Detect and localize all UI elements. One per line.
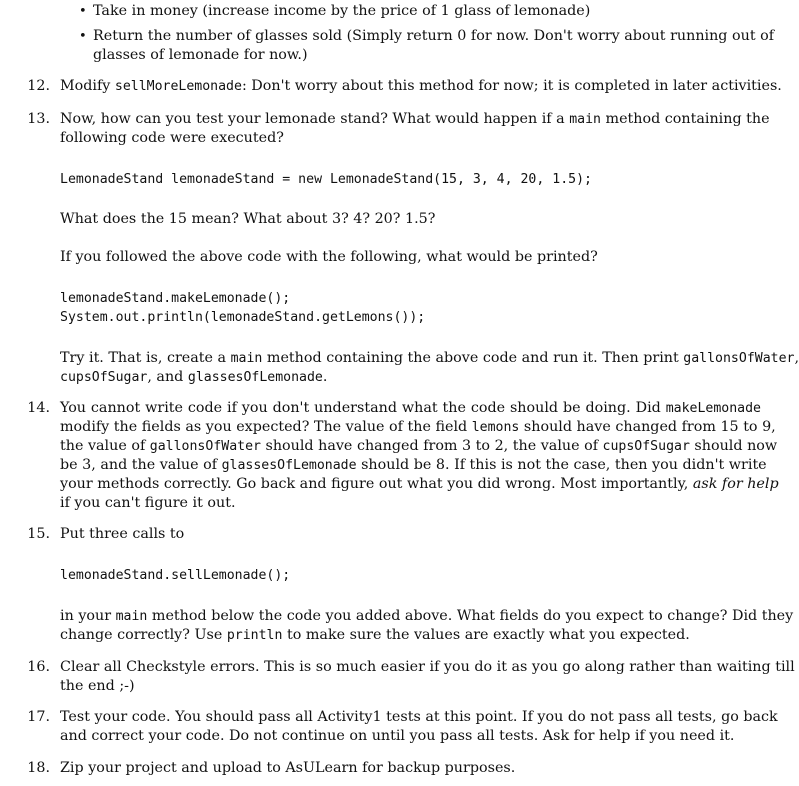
bullet-text: Take in money (increase income by the price of 1 glass of lemonade): [93, 3, 591, 19]
item-number: 15.: [27, 526, 50, 542]
item-text: Clear all Checkstyle errors. This is so much easier if you do it as you go along rather than waiting till: [60, 659, 795, 675]
item-number: 14.: [27, 400, 50, 416]
code-line: System.out.println(lemonadeStand.getLemons());: [60, 310, 426, 325]
item-text: in your main method below the code you added above. What fields do you expect to change? Did they: [60, 608, 794, 624]
item-text: the end ;-): [60, 678, 135, 694]
item-text: the value of gallonsOfWater should have changed from 3 to 2, the value of cupsOfSugar should now: [60, 438, 778, 454]
item-number: 18.: [27, 760, 50, 776]
item-text: if you can't figure it out.: [60, 495, 236, 511]
item-text: following code were executed?: [60, 130, 284, 146]
code-inline: main: [115, 609, 148, 624]
code-inline: glassesOfLemonade: [221, 458, 357, 473]
bullet-text: Return the number of glasses sold (Simply return 0 for now. Don't worry about running out of: [93, 28, 775, 44]
code-inline: lemons: [471, 420, 520, 435]
item-text: change correctly? Use println to make sure the values are exactly what you expected.: [60, 627, 690, 643]
code-line: lemonadeStand.sellLemonade();: [60, 568, 291, 583]
code-inline: glassesOfLemonade: [187, 370, 323, 385]
item-text: Zip your project and upload to AsULearn for backup purposes.: [60, 760, 516, 776]
code-inline: makeLemonade: [665, 401, 761, 416]
code-inline: gallonsOfWater: [683, 351, 795, 366]
emphasis-text: ask for help: [692, 476, 779, 492]
item-number: 17.: [27, 709, 50, 725]
code-line: lemonadeStand.makeLemonade();: [60, 291, 291, 306]
code-inline: cupsOfSugar: [602, 439, 690, 454]
code-inline: main: [569, 112, 601, 127]
item-text: and correct your code. Do not continue on until you pass all tests. Ask for help if you need it.: [60, 728, 735, 744]
item-number: 12.: [27, 78, 50, 94]
bullet-marker: •: [79, 29, 87, 44]
item-number: 16.: [27, 659, 50, 675]
item-text: Modify sellMoreLemonade: Don't worry about this method for now; it is completed in later activities.: [60, 78, 782, 94]
item-text: modify the fields as you expected? The value of the field lemons should have changed from 15 to 9,: [60, 419, 776, 435]
code-inline: main: [230, 351, 263, 366]
bullet-marker: •: [79, 4, 87, 19]
code-inline: println: [226, 628, 283, 643]
item-text: your methods correctly. Go back and figure out what you did wrong. Most importantly, ask for help: [60, 476, 779, 492]
item-text: Now, how can you test your lemonade stand? What would happen if a main method containing the: [60, 111, 770, 127]
item-text: cupsOfSugar, and glassesOfLemonade.: [60, 369, 328, 385]
item-text: be 3, and the value of glassesOfLemonade should be 8. If this is not the case, then you didn't write: [60, 457, 767, 473]
item-text: Put three calls to: [60, 526, 185, 542]
item-text: What does the 15 mean? What about 3? 4? 20? 1.5?: [60, 211, 436, 227]
bullet-text: glasses of lemonade for now.): [93, 47, 308, 63]
code-inline: gallonsOfWater: [149, 439, 261, 454]
item-text: If you followed the above code with the following, what would be printed?: [60, 249, 598, 265]
item-text: Try it. That is, create a main method containing the above code and run it. Then print gallonsOfWater,: [60, 350, 799, 366]
code-inline: sellMoreLemonade: [114, 79, 242, 94]
item-text: You cannot write code if you don't understand what the code should be doing. Did makeLemonade: [60, 400, 761, 416]
item-text: Test your code. You should pass all Activity1 tests at this point. If you do not pass all tests, go back: [60, 709, 778, 725]
code-line: LemonadeStand lemonadeStand = new LemonadeStand(15, 3, 4, 20, 1.5);: [60, 172, 592, 187]
item-number: 13.: [27, 111, 50, 127]
code-inline: cupsOfSugar: [60, 370, 148, 385]
